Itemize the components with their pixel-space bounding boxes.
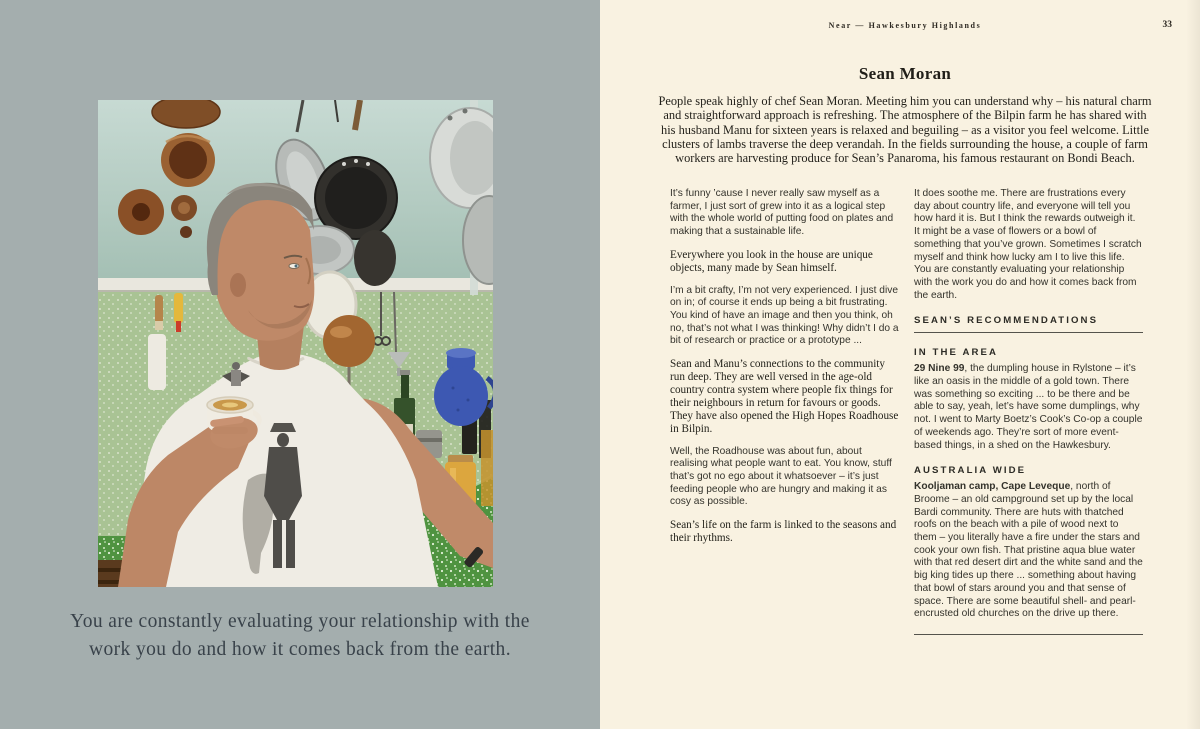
interview-quote: It does soothe me. There are frustrations every day about country life, and everyone will tell you how hard it is. But I think the rewards outweigh it. It might be a vase of flowers or a bowl of something that you’ve grown. Sometimes I scratch myself and think how lucky am I to live this life. You are constantly evaluating your relationship with the work you do and how it comes back from the earth. xyxy=(914,188,1142,301)
body-columns xyxy=(670,188,1143,649)
recommendation-area-heading: IN THE AREA xyxy=(914,347,999,359)
column-right xyxy=(914,188,1143,649)
column-left xyxy=(670,188,899,649)
interview-quote: It’s funny ’cause I never really saw myself as a farmer, I just sort of grew into it as a logical step with the whole world of putting food on plates and making that a sustainable life. xyxy=(670,188,894,238)
narration-paragraph: Everywhere you look in the house are unique objects, many made by Sean himself. xyxy=(670,248,873,274)
narration-paragraph: Sean and Manu’s connections to the community run deep. They are well versed in the age-old country contra system where people fix things for their neighbours in return for favours or goods. They have also opened the High Hopes Roadhouse in Bilpin. xyxy=(670,358,899,435)
pull-quote: You are constantly evaluating your relationship with the work you do and how it comes back from the earth. xyxy=(70,611,530,660)
recommendation-text: 29 Nine 99, the dumpling house in Rylstone – it’s like an oasis in the middle of a gold town. There was something so exciting ... to be there and be able to say, yeah, let’s have some dumplings, why not. I went to Marty Boetz’s Cook’s Co-op a couple of weekends ago. They’re sort of more event-based things, in a shed on the Hawkesbury. xyxy=(914,363,1143,451)
kitchen-portrait-illustration xyxy=(98,100,493,587)
recommendation-area-heading: AUSTRALIA WIDE xyxy=(914,465,1027,477)
narration-paragraph: Sean’s life on the farm is linked to the seasons and their rhythms. xyxy=(670,519,897,544)
page-title: Sean Moran xyxy=(858,64,952,83)
divider-rule xyxy=(914,332,1143,333)
right-page xyxy=(600,0,1200,729)
interview-quote: Well, the Roadhouse was about fun, about realising what people want to eat. You know, stuff that’s got no ego about it whatsoever – it’s just feeding people who are hungry and making it as cosy as possible. xyxy=(670,445,892,508)
recommendation-text: Kooljaman camp, Cape Leveque, north of Broome – an old campground set up by the local Bardi community. There are huts with thatched roofs on the beach with a pile of wood next to them – you literally have a fire under the stars and cook your own fish. That pristine aqua blue water with that red desert dirt and the white sand and the big king tides up there ... something about having that bowl of stars around you and that sense of space. There are some beautiful shell- and pearl-encrusted old churches on the drive up there. xyxy=(914,481,1143,620)
portrait-photo xyxy=(98,100,493,587)
ear xyxy=(230,273,246,297)
divider-rule xyxy=(914,634,1143,635)
recommendations-heading: SEAN’S RECOMMENDATIONS xyxy=(914,315,1099,327)
recommendation-lead: Kooljaman camp, Cape Leveque xyxy=(914,481,1071,493)
recommendations-section xyxy=(914,315,1143,635)
page-number: 33 xyxy=(1162,20,1172,30)
recommendation-item xyxy=(914,347,1143,452)
interview-quote: I’m a bit crafty, I’m not very experienced. I just dive on in; of course it ends up being a bit frustrating. You kind of have an image and then you think, oh no, that’s not what I was thinking! Why didn’t I do a bit of research or practice or a prototype ... xyxy=(670,284,899,347)
intro-paragraph: People speak highly of chef Sean Moran. Meeting him you can understand why – his natural charm and straightforward approach is refreshing. The atmosphere of the Bilpin farm he has shared with his husband Manu for sixteen years is relaxed and beguiling – as a visitor you feel welcome. Little clusters of lambs traverse the deep verandah. In the fields surrounding the house, a couple of farm workers are harvesting produce for Sean’s Panaroma, his famous restaurant on Bondi Beach. xyxy=(658,94,1152,166)
running-head: Near — Hawkesbury Highlands xyxy=(828,21,982,30)
recommendation-lead: 29 Nine 99 xyxy=(914,363,965,375)
recommendation-item xyxy=(914,465,1143,621)
